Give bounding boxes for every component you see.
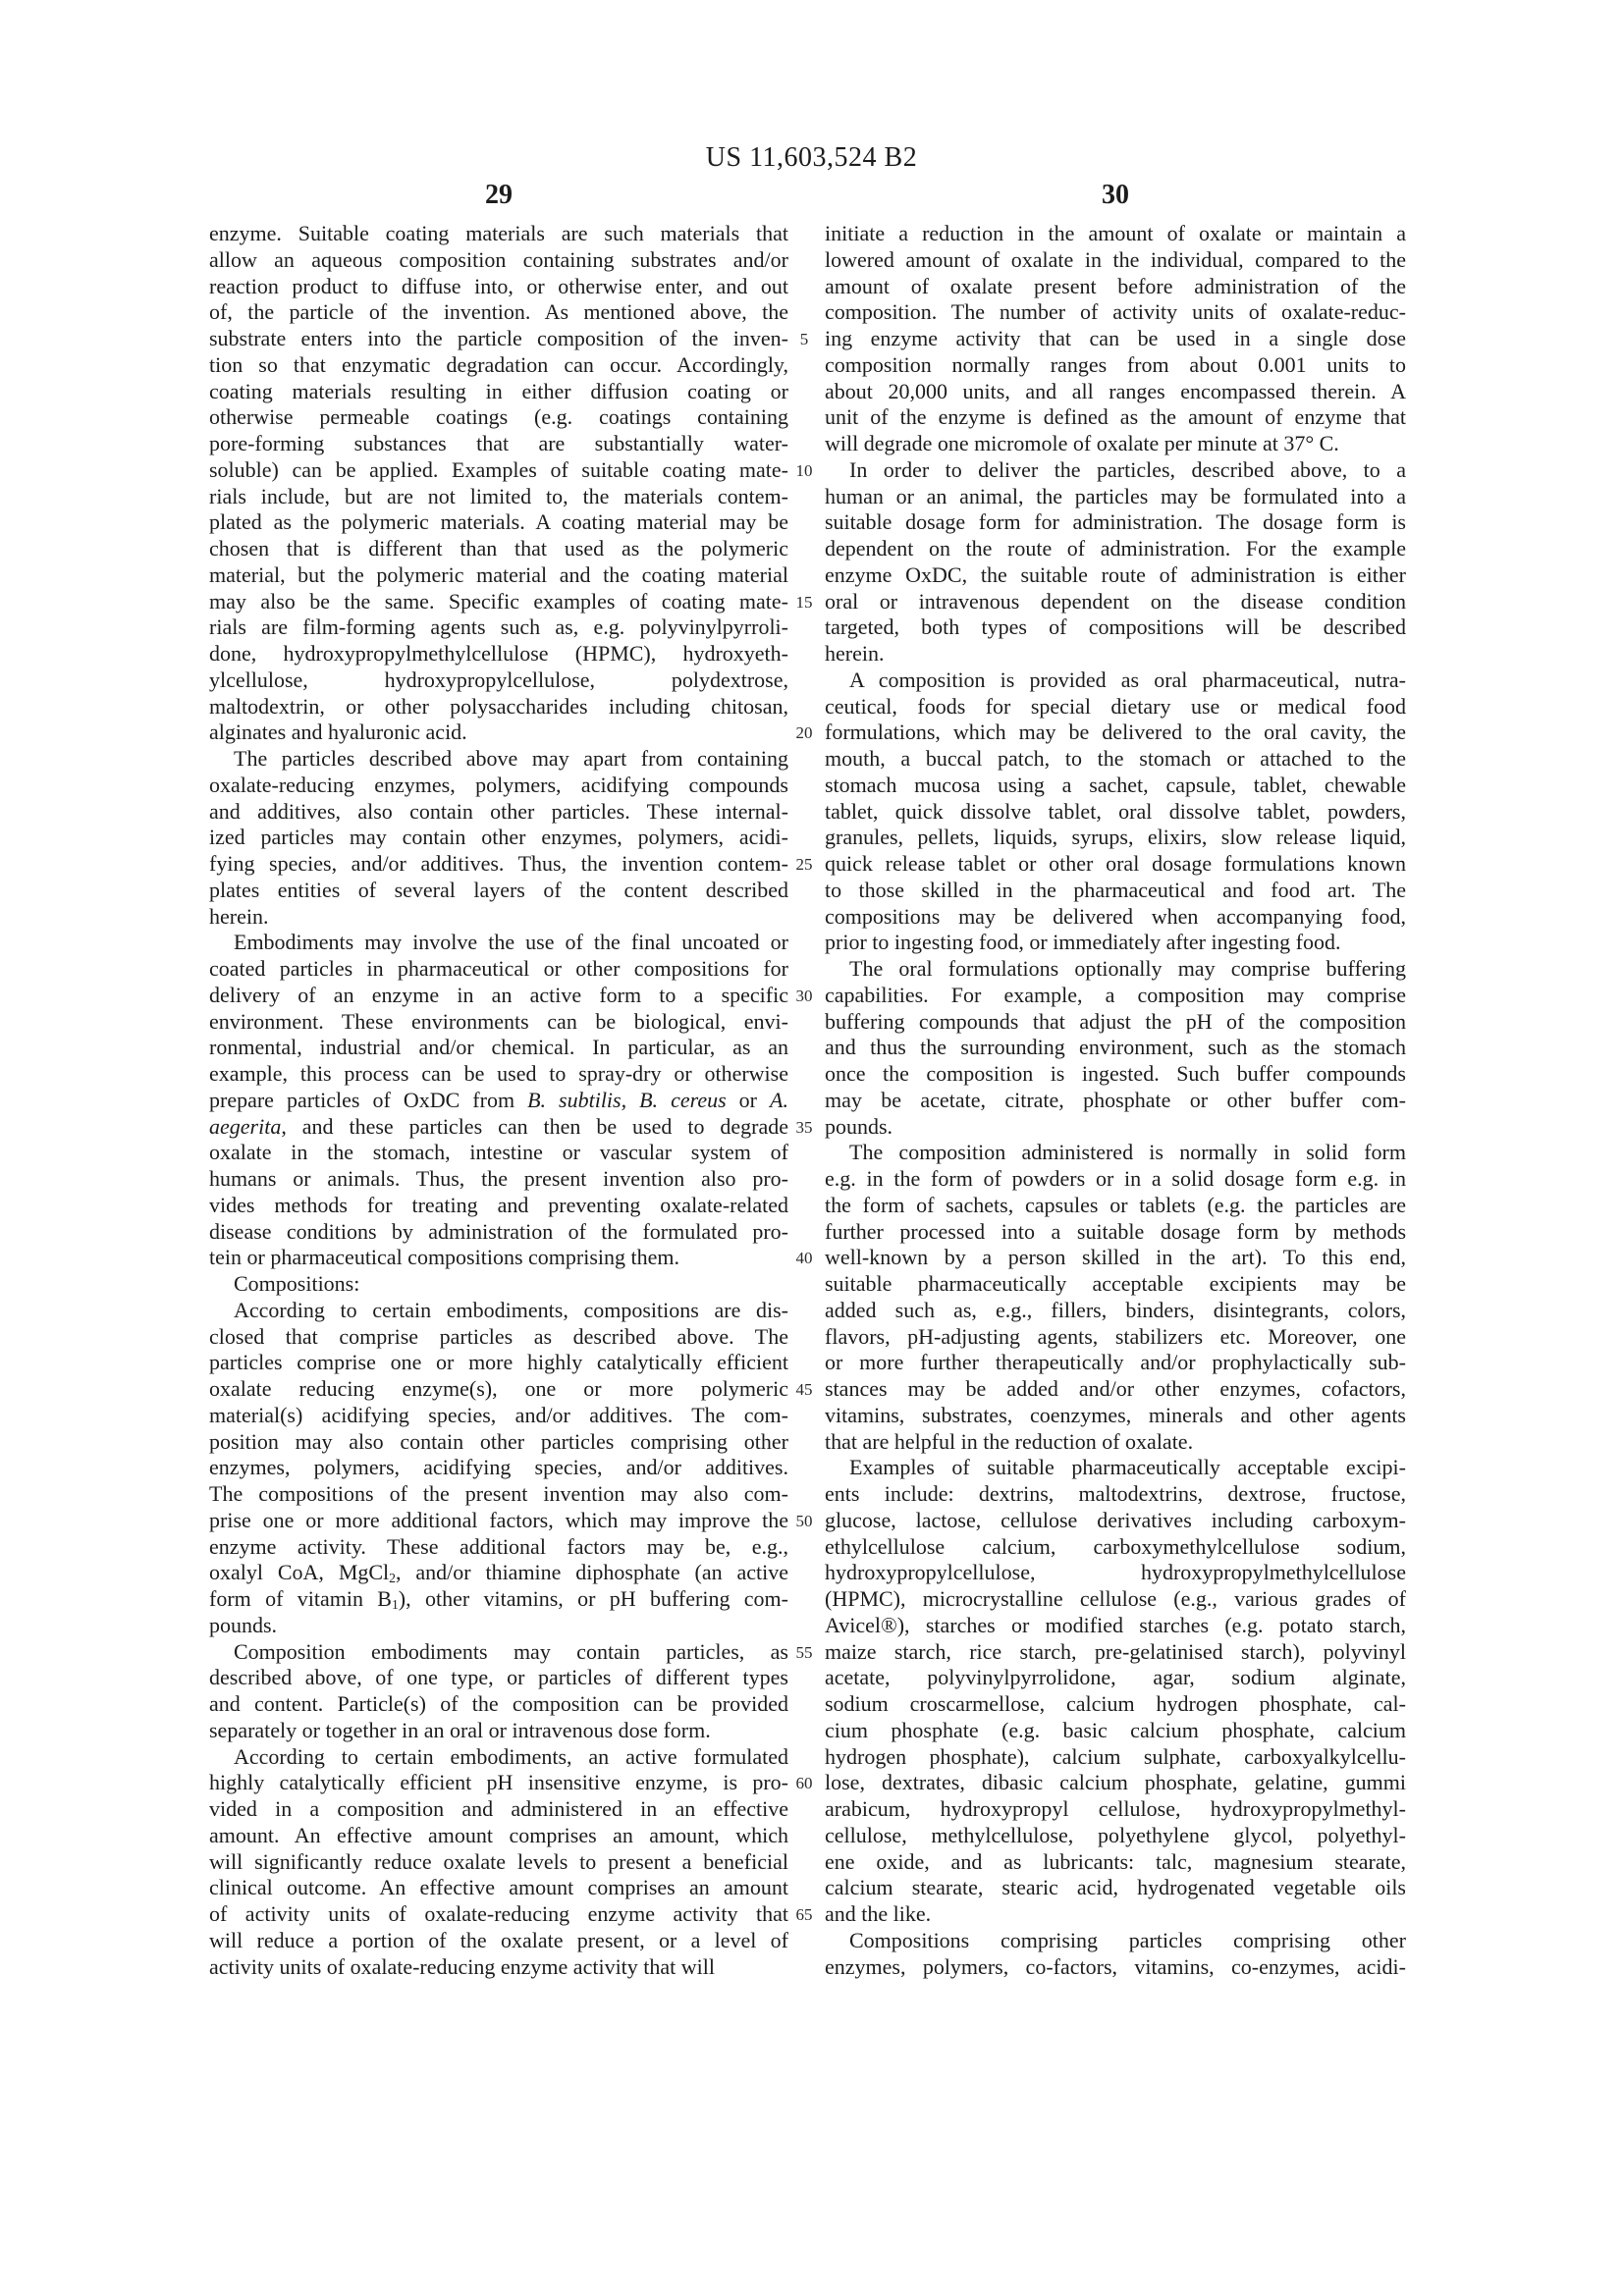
- text-line: particles comprise one or more highly catalytically efficient: [209, 1350, 788, 1375]
- text-line: tion so that enzymatic degradation can occur. Accordingly,: [209, 351, 788, 377]
- text-line: chosen that is different than that used as the polymeric: [209, 536, 788, 561]
- text-line: oxalate in the stomach, intestine or vascular system of: [209, 1140, 788, 1165]
- text-line: of, the particle of the invention. As mentioned above, the: [209, 299, 788, 325]
- text-line: aegerita, and these particles can then be used to degrade: [209, 1113, 788, 1139]
- text-line: and the like.: [825, 1901, 932, 1926]
- text-line: The compositions of the present invention may also com-: [209, 1481, 788, 1506]
- text-line: acetate, polyvinylpyrrolidone, agar, sodium alginate,: [825, 1665, 1406, 1690]
- text-line: allow an aqueous composition containing substrates and/or: [209, 246, 788, 272]
- text-line: suitable dosage form for administration. The dosage form is: [825, 509, 1406, 535]
- line-number: 25: [795, 855, 813, 874]
- right-column-text: [825, 221, 1406, 1980]
- text-line: further processed into a suitable dosage form by methods: [825, 1218, 1406, 1244]
- patent-number-header: US 11,603,524 B2: [705, 142, 918, 173]
- text-line: vitamins, substrates, coenzymes, minerals and other agents: [825, 1402, 1406, 1427]
- text-line: prepare particles of OxDC from B. subtilis, B. cereus or A.: [209, 1087, 788, 1112]
- text-line: glucose, lactose, cellulose derivatives including carboxym-: [825, 1507, 1406, 1532]
- text-line: maltodextrin, or other polysaccharides including chitosan,: [209, 693, 788, 719]
- text-line: closed that comprise particles as described above. The: [209, 1323, 788, 1349]
- text-line: Composition embodiments may contain particles, as: [234, 1638, 788, 1664]
- text-line: form of vitamin $B_1$), other vitamins, or pH buffering com-: [209, 1586, 788, 1612]
- text-line: to those skilled in the pharmaceutical and food art. The: [825, 877, 1406, 902]
- text-line: herein.: [825, 641, 885, 666]
- text-line: example, this process can be used to spray-dry or otherwise: [209, 1061, 788, 1086]
- text-line: ing enzyme activity that can be used in a single dose: [825, 326, 1406, 350]
- text-line: will degrade one micromole of oxalate per minute at 37° C.: [825, 431, 1339, 455]
- text-line: e.g. in the form of powders or in a solid dosage form e.g. in: [825, 1166, 1406, 1191]
- text-line: granules, pellets, liquids, syrups, elixirs, slow release liquid,: [825, 825, 1406, 850]
- text-line: ylcellulose, hydroxypropylcellulose, polydextrose,: [209, 667, 788, 692]
- text-line: (HPMC), microcrystalline cellulose (e.g., various grades of: [825, 1586, 1406, 1611]
- left-column-text: [209, 221, 788, 1980]
- text-line: enzymes, polymers, co-factors, vitamins, co-enzymes, acidi-: [825, 1953, 1406, 1979]
- text-line: done, hydroxypropylmethylcellulose (HPMC), hydroxyeth-: [209, 641, 788, 666]
- text-line: that are helpful in the reduction of oxalate.: [825, 1428, 1194, 1454]
- text-line: rials include, but are not limited to, the materials contem-: [209, 483, 788, 508]
- text-line: According to certain embodiments, an active formulated: [234, 1743, 788, 1769]
- text-line: or more further therapeutically and/or prophylactically sub-: [825, 1350, 1406, 1375]
- text-line: well-known by a person skilled in the art). To this end,: [825, 1245, 1406, 1270]
- text-line: pounds.: [825, 1113, 893, 1139]
- text-line: compositions may be delivered when accompanying food,: [825, 903, 1406, 929]
- line-number-gutter: [785, 221, 823, 1981]
- text-line: humans or animals. Thus, the present invention also pro-: [209, 1166, 788, 1191]
- line-number: 10: [795, 460, 813, 480]
- text-line: A composition is provided as oral pharmaceutical, nutra-: [849, 667, 1406, 692]
- text-line: arabicum, hydroxypropyl cellulose, hydroxypropylmethyl-: [825, 1796, 1406, 1821]
- text-line: pore-forming substances that are substantially water-: [209, 431, 788, 455]
- text-line: ronmental, industrial and/or chemical. In particular, as an: [209, 1035, 788, 1060]
- line-number: 15: [795, 592, 813, 612]
- text-line: enzyme OxDC, the suitable route of administration is either: [825, 561, 1406, 587]
- text-line: targeted, both types of compositions will be described: [825, 614, 1406, 640]
- text-line: activity units of oxalate-reducing enzyme activity that will: [209, 1953, 716, 1979]
- line-number: 40: [795, 1249, 813, 1268]
- text-line: capabilities. For example, a composition may comprise: [825, 982, 1406, 1007]
- text-line: enzymes, polymers, acidifying species, and/or additives.: [209, 1455, 788, 1480]
- text-line: coated particles in pharmaceutical or other compositions for: [209, 956, 788, 981]
- text-line: otherwise permeable coatings (e.g. coatings containing: [209, 404, 788, 430]
- text-line: mouth, a buccal patch, to the stomach or attached to the: [825, 746, 1406, 771]
- text-line: soluble) can be applied. Examples of suitable coating mate-: [209, 456, 788, 482]
- line-number: 50: [795, 1511, 813, 1530]
- text-line: initiate a reduction in the amount of oxalate or maintain a: [825, 221, 1406, 245]
- text-line: disease conditions by administration of the formulated pro-: [209, 1218, 788, 1244]
- text-line: stances may be added and/or other enzymes, cofactors,: [825, 1376, 1406, 1401]
- text-line: and content. Particle(s) of the composition can be provided: [209, 1691, 788, 1716]
- text-line: tein or pharmaceutical compositions comprising them.: [209, 1245, 679, 1270]
- text-line: delivery of an enzyme in an active form to a specific: [209, 982, 788, 1007]
- text-line: vided in a composition and administered in an effective: [209, 1796, 788, 1821]
- text-line: plated as the polymeric materials. A coating material may be: [209, 509, 788, 535]
- text-line: and thus the surrounding environment, such as the stomach: [825, 1035, 1406, 1060]
- line-number: 20: [795, 723, 813, 743]
- text-line: described above, of one type, or particles of different types: [209, 1665, 788, 1690]
- text-line: stomach mucosa using a sachet, capsule, tablet, chewable: [825, 772, 1406, 797]
- text-line: The composition administered is normally in solid form: [849, 1140, 1406, 1165]
- text-line: the form of sachets, capsules or tablets (e.g. the particles are: [825, 1192, 1406, 1217]
- text-line: ene oxide, and as lubricants: talc, magnesium stearate,: [825, 1848, 1406, 1874]
- text-line: position may also contain other particles comprising other: [209, 1428, 788, 1454]
- line-number: 65: [795, 1905, 813, 1924]
- text-line: formulations, which may be delivered to the oral cavity, the: [825, 720, 1406, 745]
- text-line: clinical outcome. An effective amount comprises an amount: [209, 1875, 788, 1900]
- text-line: composition. The number of activity units of oxalate-reduc-: [825, 299, 1406, 325]
- text-line: calcium stearate, stearic acid, hydrogenated vegetable oils: [825, 1875, 1406, 1900]
- text-line: plates entities of several layers of the content described: [209, 877, 788, 902]
- text-line: of activity units of oxalate-reducing enzyme activity that: [209, 1901, 788, 1926]
- text-line: may be acetate, citrate, phosphate or other buffer com-: [825, 1087, 1406, 1112]
- text-line: dependent on the route of administration. For the example: [825, 536, 1406, 561]
- text-line: oxalate-reducing enzymes, polymers, acidifying compounds: [209, 772, 788, 797]
- text-line: Avicel®), starches or modified starches (e.g. potato starch,: [825, 1612, 1406, 1637]
- text-line: quick release tablet or other oral dosage formulations known: [825, 851, 1406, 876]
- text-line: ized particles may contain other enzymes, polymers, acidi-: [209, 825, 788, 850]
- text-line: about 20,000 units, and all ranges encompassed therein. A: [825, 378, 1406, 403]
- text-line: material(s) acidifying species, and/or additives. The com-: [209, 1402, 788, 1427]
- line-number: 60: [795, 1774, 813, 1793]
- text-line: suitable pharmaceutically acceptable excipients may be: [825, 1271, 1406, 1296]
- text-line: oxalate reducing enzyme(s), one or more polymeric: [209, 1376, 788, 1401]
- text-line: According to certain embodiments, compositions are dis-: [234, 1297, 788, 1322]
- text-line: oxalyl CoA, MgCl$_2$, and/or thiamine diphosphate (an active: [209, 1560, 788, 1586]
- text-line: The particles described above may apart from containing: [234, 746, 788, 771]
- text-line: sodium croscarmellose, calcium hydrogen phosphate, cal-: [825, 1691, 1406, 1716]
- text-line: ceutical, foods for special dietary use or medical food: [825, 693, 1406, 719]
- text-line: enzyme. Suitable coating materials are such materials that: [209, 221, 788, 245]
- line-number: 45: [795, 1380, 813, 1399]
- text-line: Examples of suitable pharmaceutically acceptable excipi-: [849, 1455, 1406, 1480]
- text-line: cium phosphate (e.g. basic calcium phosphate, calcium: [825, 1717, 1406, 1742]
- text-line: cellulose, methylcellulose, polyethylene glycol, polyethyl-: [825, 1822, 1406, 1847]
- text-line: hydrogen phosphate), calcium sulphate, carboxyalkylcellu-: [825, 1743, 1406, 1769]
- line-number: 35: [795, 1117, 813, 1137]
- text-line: ethylcellulose calcium, carboxymethylcellulose sodium,: [825, 1533, 1406, 1559]
- text-line: enzyme activity. These additional factors may be, e.g.,: [209, 1533, 788, 1559]
- text-line: Embodiments may involve the use of the final uncoated or: [234, 930, 788, 955]
- text-line: highly catalytically efficient pH insensitive enzyme, is pro-: [209, 1770, 788, 1795]
- text-line: and additives, also contain other particles. These internal-: [209, 798, 788, 824]
- text-line: Compositions comprising particles comprising other: [849, 1927, 1406, 1952]
- line-number: 30: [795, 986, 813, 1005]
- text-line: added such as, e.g., fillers, binders, disintegrants, colors,: [825, 1297, 1406, 1322]
- text-line: human or an animal, the particles may be formulated into a: [825, 483, 1406, 508]
- text-line: pounds.: [209, 1612, 278, 1637]
- text-line: lowered amount of oxalate in the individual, compared to the: [825, 246, 1406, 272]
- line-number: 5: [799, 330, 809, 348]
- text-line: once the composition is ingested. Such buffer compounds: [825, 1061, 1406, 1086]
- text-line: material, but the polymeric material and the coating material: [209, 561, 788, 587]
- text-line: buffering compounds that adjust the pH of the composition: [825, 1008, 1406, 1034]
- text-line: prior to ingesting food, or immediately after ingesting food.: [825, 930, 1341, 955]
- text-line: separately or together in an oral or intravenous dose form.: [209, 1717, 711, 1742]
- text-line: hydroxypropylcellulose, hydroxypropylmethylcellulose: [825, 1560, 1406, 1585]
- text-line: ents include: dextrins, maltodextrins, dextrose, fructose,: [825, 1481, 1406, 1506]
- column-number-right: 30: [1102, 180, 1129, 210]
- text-line: maize starch, rice starch, pre-gelatinised starch), polyvinyl: [825, 1638, 1406, 1664]
- text-line: oral or intravenous dependent on the disease condition: [825, 588, 1406, 614]
- text-line: herein.: [209, 903, 269, 929]
- line-number: 55: [795, 1642, 813, 1662]
- text-line: unit of the enzyme is defined as the amount of enzyme that: [825, 404, 1406, 430]
- text-line: composition normally ranges from about 0.001 units to: [825, 351, 1406, 377]
- column-number-left: 29: [485, 180, 513, 210]
- text-line: coating materials resulting in either diffusion coating or: [209, 378, 788, 403]
- text-line: The oral formulations optionally may comprise buffering: [849, 956, 1406, 981]
- text-line: rials are film-forming agents such as, e.g. polyvinylpyrroli-: [209, 614, 788, 640]
- text-line: tablet, quick dissolve tablet, oral dissolve tablet, powders,: [825, 798, 1406, 824]
- text-line: amount. An effective amount comprises an amount, which: [209, 1822, 788, 1847]
- text-line: reaction product to diffuse into, or otherwise enter, and out: [209, 273, 788, 298]
- text-line: will reduce a portion of the oxalate present, or a level of: [209, 1927, 788, 1952]
- text-line: flavors, pH-adjusting agents, stabilizers etc. Moreover, one: [825, 1323, 1406, 1349]
- text-line: environment. These environments can be biological, envi-: [209, 1008, 788, 1034]
- text-line: fying species, and/or additives. Thus, the invention contem-: [209, 851, 788, 876]
- text-line: prise one or more additional factors, which may improve the: [209, 1507, 788, 1532]
- text-line: In order to deliver the particles, described above, to a: [849, 456, 1406, 482]
- text-line: may also be the same. Specific examples of coating mate-: [209, 588, 788, 614]
- text-line: will significantly reduce oxalate levels to present a beneficial: [209, 1848, 788, 1874]
- text-line: amount of oxalate present before administration of the: [825, 273, 1406, 298]
- text-line: substrate enters into the particle composition of the inven-: [209, 326, 788, 350]
- text-line: lose, dextrates, dibasic calcium phosphate, gelatine, gummi: [825, 1770, 1406, 1795]
- text-line: Compositions:: [234, 1271, 360, 1296]
- text-line: alginates and hyaluronic acid.: [209, 720, 467, 745]
- text-line: vides methods for treating and preventing oxalate-related: [209, 1192, 788, 1217]
